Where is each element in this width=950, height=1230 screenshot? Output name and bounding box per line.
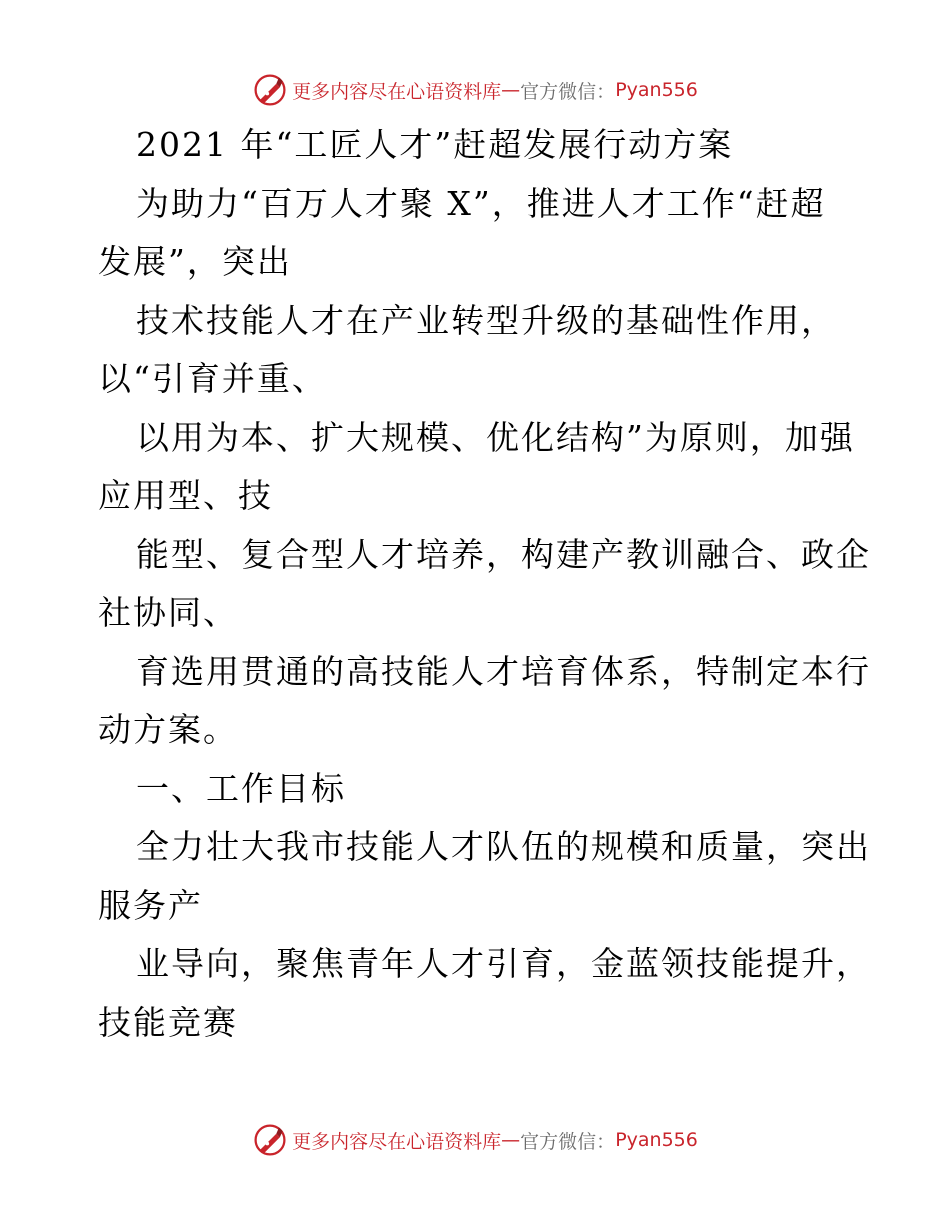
body-line: 育选用贯通的高技能人才培育体系，特制定本行 [136,651,871,691]
pen-logo-icon [252,72,288,108]
banner-wechat-id: Pyan556 [615,79,698,101]
body-line: 业导向，聚焦青年人才引育，金蓝领技能提升， [136,944,871,983]
body-line: 全力壮大我市技能人才队伍的规模和质量，突出 [136,827,871,866]
body-line: 服务产 [98,885,203,925]
footer-watermark-banner [0,1118,950,1162]
body-line: 发展”，突出 [98,242,292,281]
document-title: 2021 年“工匠人才”赶超发展行动方案 [136,125,734,164]
banner-slogan: 更多内容尽在心语资料库 [292,1130,502,1153]
banner-wechat-id: Pyan556 [615,1129,698,1151]
body-line: 技能竞赛 [98,1002,238,1042]
body-line: 应用型、技 [98,476,273,515]
banner-slogan: 更多内容尽在心语资料库 [292,80,502,103]
banner-dash: — [501,79,521,101]
banner-dash: — [501,1129,521,1151]
body-line: 以用为本、扩大规模、优化结构”为原则，加强 [136,417,855,457]
banner-wechat-label: 官方微信： [520,80,616,103]
document-body [98,116,871,1052]
pen-logo-icon [252,1122,288,1158]
body-line: 动方案。 [98,710,238,749]
body-line: 以“引育并重、 [98,359,327,398]
section-heading: 一、工作目标 [136,768,346,808]
body-line: 为助力“百万人才聚 X”，推进人才工作“赶超 [136,183,826,223]
body-line: 技术技能人才在产业转型升级的基础性作用， [136,300,836,340]
banner-wechat-label: 官方微信： [520,1130,616,1153]
header-watermark-banner [0,68,950,112]
body-line: 能型、复合型人才培养，构建产教训融合、政企 [136,534,871,574]
body-line: 社协同、 [98,593,238,632]
